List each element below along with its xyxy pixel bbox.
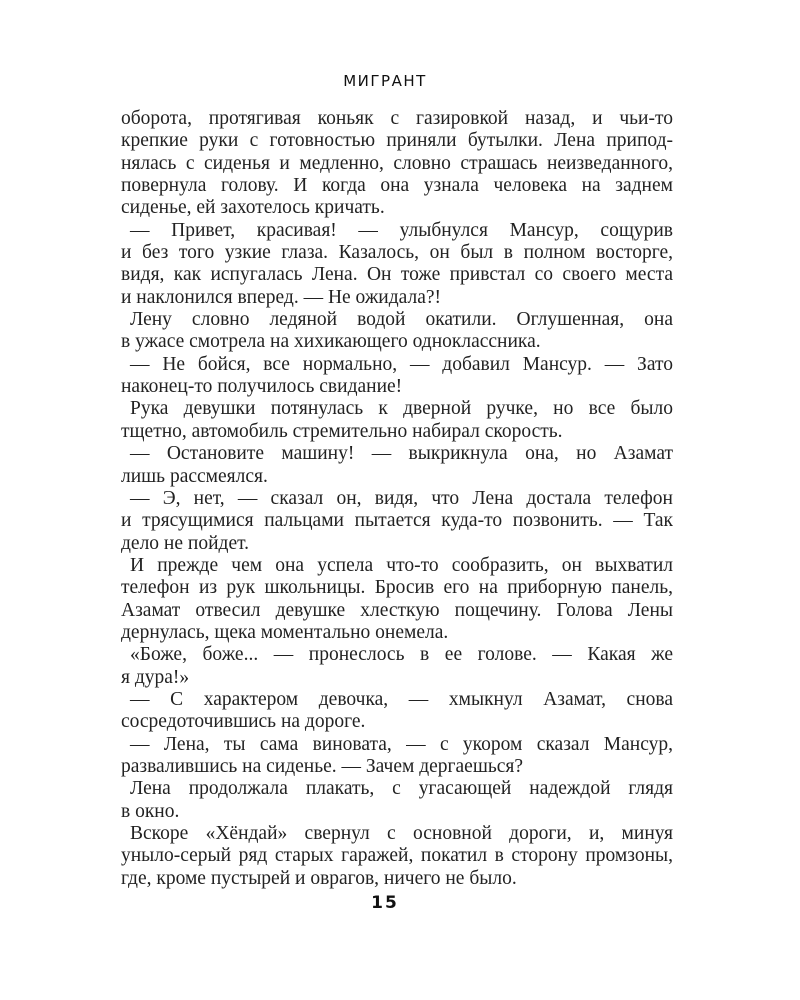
paragraph bbox=[121, 823, 673, 890]
text-line: тщетно, автомобиль стремительно набирал скорость. bbox=[121, 420, 563, 442]
paragraph bbox=[121, 398, 673, 443]
paragraph bbox=[121, 644, 673, 689]
text-line: развалившись на сиденье. — Зачем дергаешься? bbox=[121, 755, 524, 777]
text-line: дернулась, щека моментально онемела. bbox=[121, 621, 449, 643]
text-line: и без того узкие глаза. Казалось, он был в полном восторге, bbox=[121, 242, 673, 264]
text-line: в окно. bbox=[121, 800, 180, 822]
text-line: сосредоточившись на дороге. bbox=[121, 711, 366, 733]
text-line: в ужасе смотрела на хихикающего одноклассника. bbox=[121, 331, 541, 353]
text-line: лишь рассмеялся. bbox=[121, 465, 268, 487]
paragraph bbox=[121, 354, 673, 399]
text-line: И прежде чем она успела что-то сообразить, он выхватил bbox=[130, 554, 673, 576]
page-number: 15 bbox=[371, 893, 399, 913]
paragraph bbox=[121, 488, 673, 555]
paragraph bbox=[121, 443, 673, 488]
body-text bbox=[121, 108, 673, 890]
text-line: — Привет, красивая! — улыбнулся Мансур, сощурив bbox=[130, 219, 673, 241]
text-line: — Лена, ты сама виновата, — с укором сказал Мансур, bbox=[130, 733, 673, 755]
text-line: оборота, протягивая коньяк с газировкой назад, и чьи-то bbox=[121, 108, 673, 129]
text-line: наконец-то получилось свидание! bbox=[121, 376, 403, 398]
text-line: — С характером девочка, — хмыкнул Азамат, снова bbox=[130, 688, 673, 710]
paragraph bbox=[121, 309, 673, 354]
text-line: — Не бойся, все нормально, — добавил Мансур. — Зато bbox=[130, 353, 673, 375]
text-line: Рука девушки потянулась к дверной ручке, но все было bbox=[130, 398, 673, 420]
paragraph bbox=[121, 689, 673, 734]
text-line: и трясущимися пальцами пытается куда-то позвонить. — Так bbox=[121, 510, 673, 532]
text-line: Лена продолжала плакать, с угасающей надеждой глядя bbox=[130, 778, 673, 800]
text-line: и наклонился вперед. — Не ожидала?! bbox=[121, 286, 442, 308]
text-line: нялась с сиденья и медленно, словно страшась неизведанного, bbox=[121, 152, 673, 174]
text-line: видя, как испугалась Лена. Он тоже привстал со своего места bbox=[121, 264, 673, 286]
text-line: крепкие руки с готовностью приняли бутылки. Лена припод- bbox=[121, 130, 673, 152]
paragraph bbox=[121, 778, 673, 823]
paragraph bbox=[121, 555, 673, 644]
paragraph bbox=[121, 734, 673, 779]
text-line: повернула голову. И когда она узнала человека на заднем bbox=[121, 175, 673, 197]
text-line: уныло-серый ряд старых гаражей, покатил в сторону промзоны, bbox=[121, 845, 673, 867]
text-line: «Боже, боже... — пронеслось в ее голове. — Какая же bbox=[130, 644, 673, 666]
text-line: Вскоре «Хёндай» свернул с основной дороги, и, минуя bbox=[130, 823, 673, 844]
text-line: я дура!» bbox=[121, 666, 190, 688]
text-line: — Э, нет, — сказал он, видя, что Лена достала телефон bbox=[130, 487, 673, 509]
text-line: — Остановите машину! — выкрикнула она, но Азамат bbox=[130, 443, 673, 465]
text-line: Азамат отвесил девушке хлесткую пощечину. Голова Лены bbox=[121, 599, 673, 621]
text-line: дело не пойдет. bbox=[121, 532, 250, 554]
text-line: где, кроме пустырей и оврагов, ничего не было. bbox=[121, 867, 517, 889]
paragraph bbox=[121, 108, 673, 220]
text-line: телефон из рук школьницы. Бросив его на приборную панель, bbox=[121, 577, 673, 599]
running-title: МИГРАНТ bbox=[343, 72, 427, 90]
text-line: Лену словно ледяной водой окатили. Оглушенная, она bbox=[130, 309, 673, 331]
text-line: сиденье, ей захотелось кричать. bbox=[121, 197, 385, 219]
paragraph bbox=[121, 220, 673, 309]
